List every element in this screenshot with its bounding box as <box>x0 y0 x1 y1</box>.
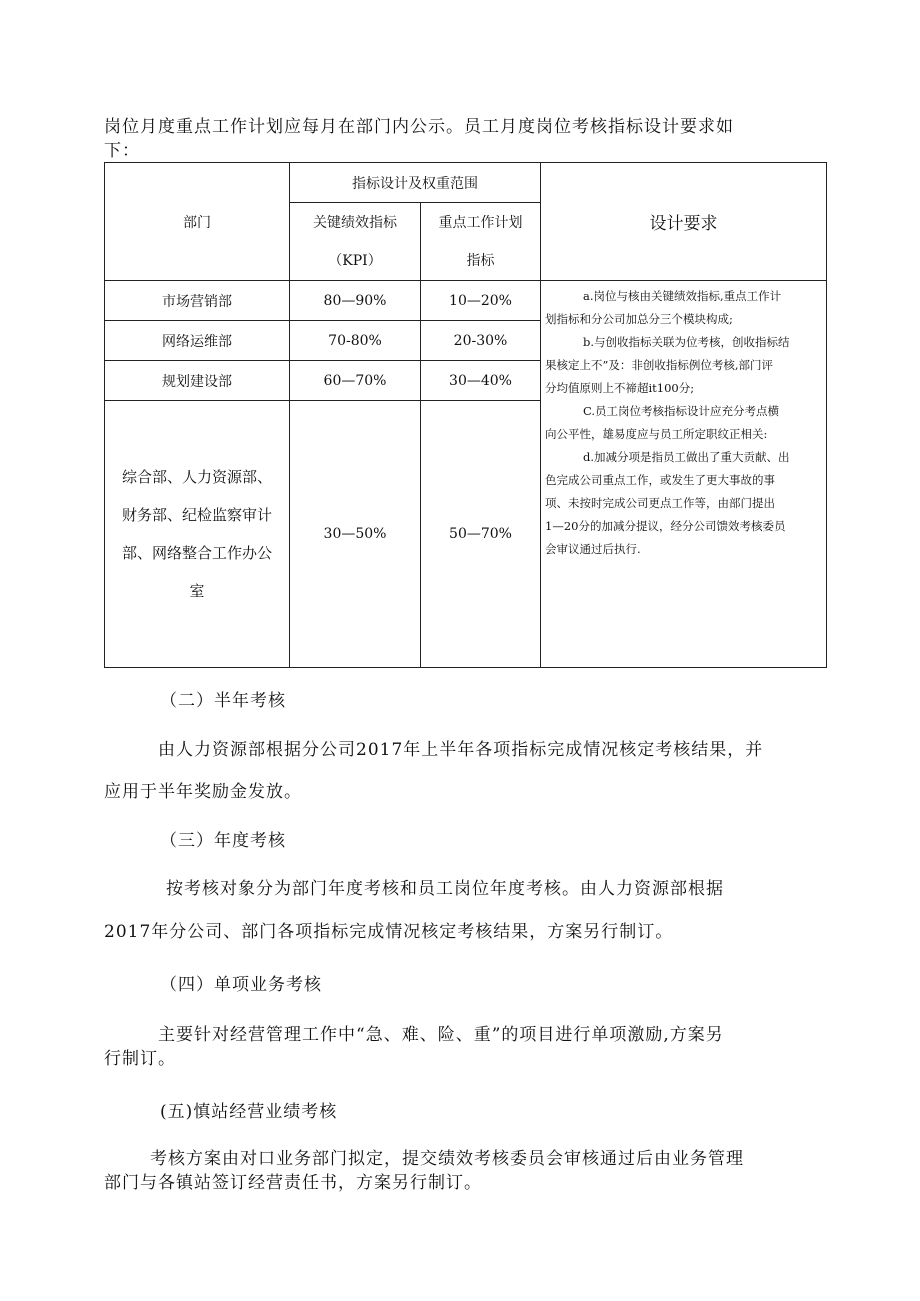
section-heading: （二）半年考核 <box>160 691 286 711</box>
req-line: d.加减分项是指员工做出了重大贡献、出 <box>583 450 790 464</box>
dept-line: 综合部、人力资源部、 <box>121 468 272 486</box>
section-body-line: 主要针对经营管理工作中“急、难、险、重”的项目进行单项激励,方案另 <box>158 1025 724 1045</box>
kpi-cell: 30—50% <box>290 401 421 668</box>
plan-cell: 20-30% <box>421 321 541 361</box>
req-line: 项、未按时完成公司更点工作等，由部门提出 <box>545 496 775 510</box>
section-heading: （四）单项业务考核 <box>160 975 322 995</box>
plan-cell: 10—20% <box>421 281 541 321</box>
table-row <box>105 281 827 321</box>
req-line: 分均值原则上不禘超it100分; <box>545 381 695 395</box>
section-body-line: 行制订。 <box>104 1049 176 1069</box>
header-kpi <box>290 203 421 281</box>
section-body-line: 考核方案由对口业务部门拟定，提交绩效考核委员会审核通过后由业务管理 <box>150 1149 744 1169</box>
dept-cell: 市场营销部 <box>105 281 290 321</box>
section-heading: （三）年度考核 <box>160 831 286 851</box>
req-line: 1—20分的加减分提议，经分公司馈效考核委员 <box>545 519 786 533</box>
req-line: 划指标和分公司加总分三个模块构成; <box>545 312 733 326</box>
req-line: C.员工岗位考核指标设计应充分考点横 <box>583 404 780 418</box>
dept-line: 财务部、纪检监察审计 <box>121 506 272 524</box>
intro-line-1: 岗位月度重点工作计划应每月在部门内公示。员工月度岗位考核指标设计要求如 <box>104 117 734 137</box>
dept-cell: 网络运维部 <box>105 321 290 361</box>
kpi-cell: 70-80% <box>290 321 421 361</box>
dept-line: 部、网络整合工作办公 <box>121 544 272 562</box>
req-line: 向公平性，雄易度应与员工所定职纹正相关: <box>545 427 768 441</box>
header-plan-line: 指标 <box>466 252 495 269</box>
plan-cell: 30—40% <box>421 361 541 401</box>
header-requirements: 设计要求 <box>541 163 827 281</box>
requirements-cell <box>541 281 827 668</box>
section-body-line: 按考核对象分为部门年度考核和员工岗位年度考核。由人力资源部根据 <box>166 879 724 899</box>
section-body-line: 部门与各镇站签订经营责任书，方案另行制订。 <box>104 1173 482 1193</box>
dept-cell <box>105 401 290 668</box>
header-group: 指标设计及权重范围 <box>290 163 541 203</box>
kpi-cell: 60—70% <box>290 361 421 401</box>
section-body-line: 2017年分公司、部门各项指标完成情况核定考核结果，方案另行制订。 <box>104 922 674 942</box>
plan-cell: 50—70% <box>421 401 541 668</box>
dept-cell: 规划建设部 <box>105 361 290 401</box>
req-line: 色完成公司重点工作，或发生了更大事故的事 <box>545 473 775 487</box>
section-heading: (五)慎站经营业绩考核 <box>160 1102 338 1122</box>
header-kpi-line: 关键绩效指标 <box>313 214 397 231</box>
intro-line-2: 下： <box>104 141 140 161</box>
req-line: b.与创收指标关联为位考核，创收指标结 <box>583 335 790 349</box>
kpi-design-table <box>104 162 827 668</box>
header-dept: 部门 <box>105 163 290 281</box>
header-kpi-line: （KPI） <box>328 252 382 269</box>
req-line: a.岗位与核由关键绩效指标,重点工作计 <box>583 289 782 303</box>
req-line: 会审议通过后执行. <box>545 542 641 556</box>
header-plan <box>421 203 541 281</box>
kpi-cell: 80—90% <box>290 281 421 321</box>
header-plan-line: 重点工作计划 <box>438 214 523 231</box>
section-body-line: 由人力资源部根据分公司2017年上半年各项指标完成情况核定考核结果，并 <box>158 740 764 760</box>
req-line: 果核定上不”及：非创收指标例位考核,部门评 <box>545 358 774 372</box>
section-body-line: 应用于半年奖励金发放。 <box>104 782 302 802</box>
dept-line: 室 <box>189 582 205 600</box>
